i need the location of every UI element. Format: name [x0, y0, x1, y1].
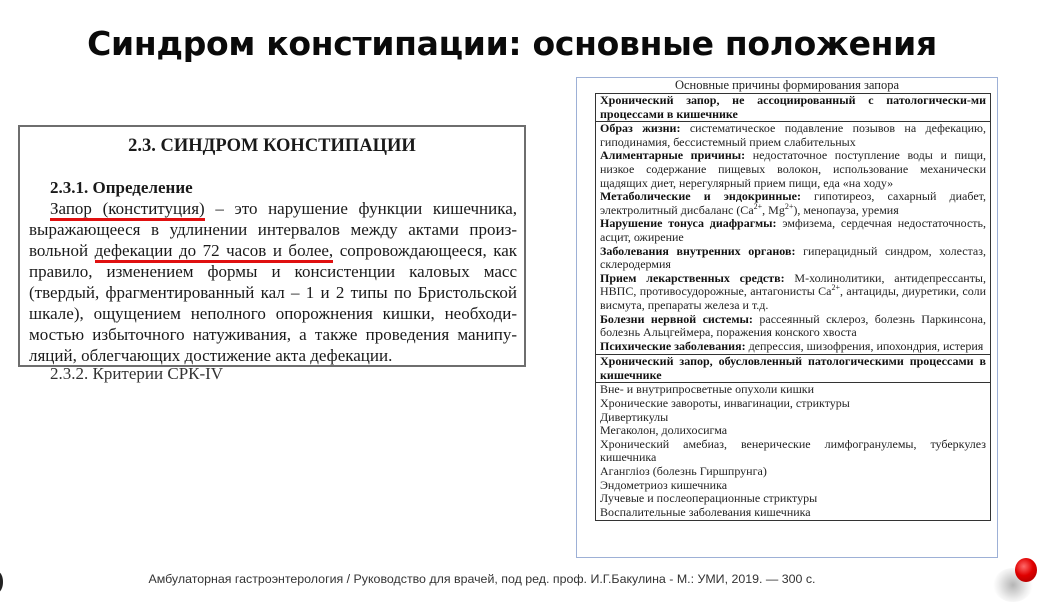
definition-line: ляций, облегчающих достижение акта дефекации.	[29, 346, 393, 365]
section-body-pathological	[596, 383, 990, 520]
section-header-non-associated: Хронический запор, не ассоциированный с патологически-ми процессами в кишечнике	[596, 94, 990, 122]
definition-line: вольной дефекации до 72 часов и более, сопровождающееся, как	[29, 240, 517, 261]
subsection-heading: 2.3.1. Определение	[50, 178, 193, 197]
citation-text: Амбулаторная гастроэнтерология / Руководство для врачей, под ред. проф. И.Г.Бакулина - М.: УМИ, 2019. — 300 с.	[148, 572, 816, 586]
citation-footer	[0, 572, 1024, 587]
definition-line: Запор (конституция) – это нарушение функции кишечника,	[29, 198, 517, 219]
cause-row: Хронические завороты, инвагинации, стриктуры	[600, 396, 850, 411]
definition-line: шкале), ощущением неполного опорожнения кишки, необходи-	[29, 304, 517, 323]
definition-line: выражающееся в удлинении интервалов между актами произ-	[29, 220, 517, 239]
red-underline-duration: дефекации до 72 часов и более,	[95, 241, 334, 263]
cutoff-next-heading: 2.3.2. Критерии СРК-IV	[50, 364, 224, 383]
slide-title: Синдром констипации: основные положения	[87, 24, 937, 63]
cause-row: Болезни нервной системы: рассеянный склероз, болезнь Паркинсона, болезнь Альцгеймера, поражения конского хвоста	[600, 311, 986, 340]
cause-row: Агангліоз (болезнь Гиршпрунга)	[600, 464, 767, 479]
section-body-non-associated	[596, 122, 990, 355]
cause-row: Воспалительные заболевания кишечника	[600, 504, 811, 519]
definition-excerpt	[18, 125, 526, 383]
causes-table-frame	[576, 77, 998, 558]
cause-row: Дивертикулы	[600, 409, 669, 424]
causes-table	[595, 93, 991, 521]
cause-row: Психические заболевания: депрессия, шизофрения, ипохондрия, истерия	[600, 338, 984, 353]
cause-row: Эндометриоз кишечника	[600, 477, 728, 492]
cause-row: Вне- и внутрипросветные опухоли кишки	[600, 382, 815, 397]
cause-row: Алиментарные причины: недостаточное поступление воды и пищи, низкое содержание пищевых волокон, использование механически щадящих диет, нерегулярный прием пищи, еда «на ходу»	[600, 148, 987, 190]
cause-row: Прием лекарственных средств: М-холинолитики, антидепрессанты, НВПС, противосудорожные, антагонисты $Ca^{2+}$, антациды, диуретики, соли висмута, препараты железа и т.д.	[600, 270, 986, 312]
section-header-pathological: Хронический запор, обусловленный патологическими процессами в кишечнике	[596, 355, 990, 383]
cause-row: Хронический амебиаз, венерические лимфогранулемы, туберкулез кишечника	[600, 436, 986, 465]
table-caption: Основные причины формирования запора	[674, 78, 900, 92]
definition-line: правило, изменением формы и консистенции каловых масс	[29, 262, 517, 281]
cause-row: Метаболические и эндокринные: гипотиреоз, сахарный диабет, электролитный дисбаланс ($Ca^{2+}$, $Mg^{2+}$), менопауза, уремия	[600, 189, 986, 217]
cause-row: Образ жизни: систематическое подавление позывов на дефекацию, гиподинамия, бессистемный прием слабительных	[600, 121, 987, 149]
definition-line: (твердый, фрагментированный кал – 1 и 2 типы по Бристольской	[29, 283, 517, 302]
definition-text	[29, 198, 517, 366]
definition-line: мостью избыточного натуживания, а также проведения манипу-	[29, 325, 517, 344]
cause-row: Нарушение тонуса диафрагмы: эмфизема, сердечная недостаточность, асцит, ожирение	[600, 216, 986, 244]
cause-row: Лучевые и послеоперационные стриктуры	[600, 491, 818, 506]
laser-pointer-icon	[1015, 558, 1037, 582]
section-heading: 2.3. СИНДРОМ КОНСТИПАЦИИ	[128, 136, 416, 156]
cause-row: Мегаколон, долихосигма	[600, 423, 728, 438]
red-underline-term: Запор (конституция)	[50, 199, 205, 221]
cause-row: Заболевания внутренних органов: гиперацидный синдром, холестаз, склеродермия	[600, 243, 986, 272]
